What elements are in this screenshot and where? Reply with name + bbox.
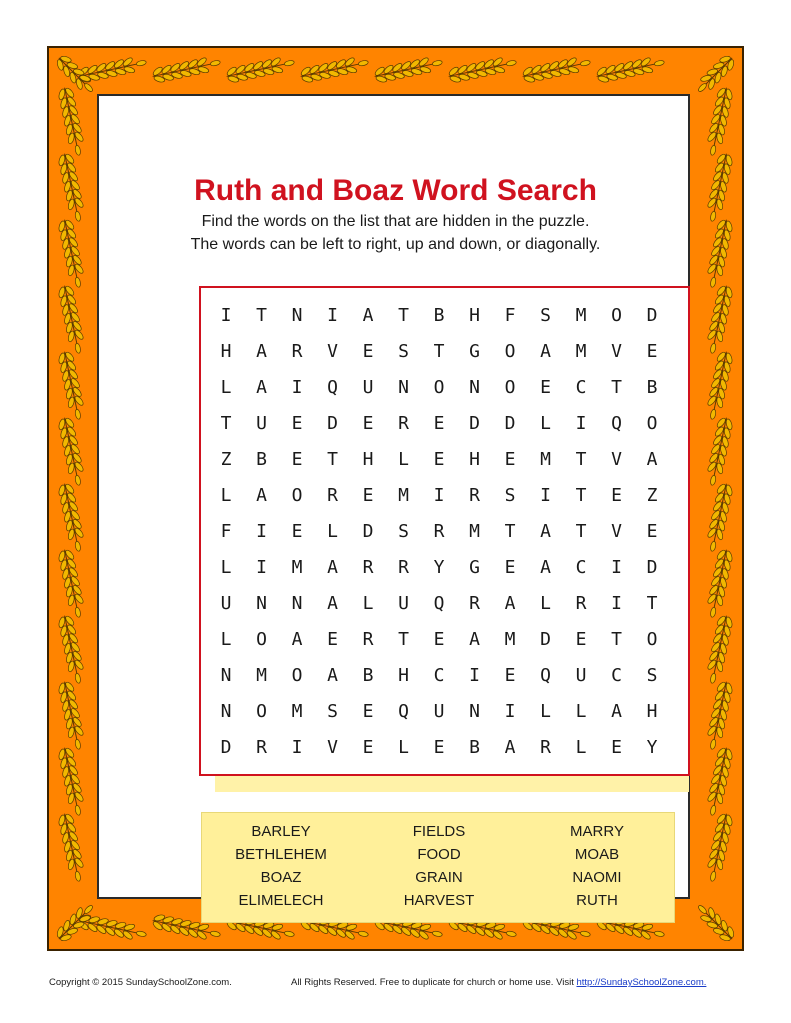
grid-letter: F — [220, 521, 232, 542]
grid-letter: Y — [433, 557, 445, 578]
grid-letter: I — [611, 593, 622, 614]
grid-letter: Q — [327, 377, 338, 398]
grid-letter: A — [256, 485, 267, 506]
grid-letter: I — [256, 521, 267, 542]
grid-letter: O — [256, 701, 267, 722]
grid-letter: O — [256, 629, 267, 650]
grid-letter: L — [327, 521, 338, 542]
grid-letter: V — [611, 341, 622, 362]
grid-row — [201, 373, 688, 403]
grid-letter: A — [256, 341, 267, 362]
grid-letter: N — [291, 593, 303, 614]
word-bank-item: FOOD — [417, 846, 461, 863]
word-bank-column-2 — [360, 820, 518, 912]
grid-letter: E — [327, 629, 338, 650]
grid-letter: R — [540, 737, 551, 758]
grid-letter: A — [504, 737, 516, 758]
grid-letter: E — [362, 413, 374, 434]
grid-letter: E — [362, 701, 374, 722]
grid-letter: O — [291, 665, 303, 686]
footer-rights-text: All Rights Reserved. Free to duplicate for church or home use. Visit — [291, 977, 577, 988]
grid-letter: M — [291, 701, 303, 722]
grid-letter: V — [611, 449, 622, 470]
grid-letter: I — [256, 557, 267, 578]
grid-row — [201, 625, 688, 655]
grid-letter: B — [469, 737, 480, 758]
grid-letter: U — [362, 377, 374, 398]
grid-letter: U — [256, 413, 267, 434]
grid-letter: U — [398, 593, 409, 614]
grid-letter: T — [575, 485, 587, 506]
grid-letter: T — [575, 449, 587, 470]
grid-letter: E — [433, 629, 445, 650]
grid-letter: E — [504, 557, 516, 578]
grid-letter: R — [256, 737, 267, 758]
grid-letter: A — [540, 521, 551, 542]
grid-letter: I — [433, 485, 445, 506]
grid-letter: L — [220, 485, 232, 506]
word-bank — [201, 812, 675, 923]
grid-letter: Q — [540, 665, 551, 686]
grid-letter: A — [540, 341, 551, 362]
grid-letter: H — [220, 341, 232, 362]
grid-letter: E — [611, 485, 622, 506]
grid-letter: D — [220, 737, 232, 758]
grid-row — [201, 517, 688, 547]
grid-letter: O — [504, 341, 516, 362]
grid-letter: E — [646, 521, 658, 542]
grid-letter: D — [540, 629, 551, 650]
grid-letter: T — [611, 629, 622, 650]
grid-letter: N — [256, 593, 267, 614]
grid-row — [201, 589, 688, 619]
grid-letter: E — [362, 737, 374, 758]
grid-letter: E — [575, 629, 587, 650]
word-bank-column-1 — [202, 820, 360, 912]
grid-letter: L — [362, 593, 374, 614]
grid-letter: R — [469, 593, 480, 614]
grid-letter: Y — [646, 737, 658, 758]
grid-letter: Q — [433, 593, 445, 614]
wheat-border-frame — [47, 46, 744, 951]
grid-letter: L — [575, 701, 587, 722]
grid-letter: E — [433, 413, 445, 434]
grid-letter: H — [469, 449, 480, 470]
grid-letter: A — [362, 305, 374, 326]
grid-letter: T — [220, 413, 232, 434]
grid-letter: V — [611, 521, 622, 542]
grid-letter: R — [575, 593, 587, 614]
grid-letter: T — [504, 521, 516, 542]
grid-letter: H — [646, 701, 658, 722]
grid-letter: T — [256, 305, 267, 326]
grid-letter: O — [291, 485, 303, 506]
grid-letter: T — [646, 593, 658, 614]
grid-letter: L — [220, 377, 232, 398]
word-bank-item: RUTH — [576, 892, 618, 909]
word-bank-item: BETHLEHEM — [235, 846, 327, 863]
grid-letter: U — [220, 593, 232, 614]
grid-letter: R — [398, 413, 409, 434]
grid-letter: N — [291, 305, 303, 326]
grid-letter: A — [646, 449, 658, 470]
grid-letter: B — [646, 377, 658, 398]
grid-letter: S — [398, 521, 409, 542]
grid-row — [201, 481, 688, 511]
grid-letter: S — [540, 305, 551, 326]
word-bank-item: BARLEY — [251, 823, 311, 840]
grid-letter: H — [469, 305, 480, 326]
grid-letter: D — [504, 413, 516, 434]
grid-row — [201, 337, 688, 367]
grid-row — [201, 733, 688, 763]
grid-letter: T — [327, 449, 338, 470]
grid-letter: E — [611, 737, 622, 758]
grid-letter: D — [646, 305, 658, 326]
grid-letter: A — [327, 665, 338, 686]
grid-letter: L — [540, 413, 551, 434]
grid-letter: F — [504, 305, 516, 326]
grid-letter: Q — [398, 701, 409, 722]
footer-link[interactable]: http://SundaySchoolZone.com. — [576, 977, 707, 988]
grid-letter: E — [433, 449, 445, 470]
grid-letter: Q — [611, 413, 622, 434]
grid-letter: R — [433, 521, 445, 542]
grid-row — [201, 301, 688, 331]
grid-letter: I — [469, 665, 480, 686]
instructions-line-1: Find the words on the list that are hidden in the puzzle. — [201, 213, 590, 230]
grid-letter: R — [398, 557, 409, 578]
grid-letter: T — [611, 377, 622, 398]
grid-letter: M — [256, 665, 267, 686]
instructions-line-2: The words can be left to right, up and down, or diagonally. — [190, 236, 601, 253]
grid-letter: L — [220, 629, 232, 650]
word-bank-item: MOAB — [574, 846, 620, 863]
grid-letter: A — [256, 377, 267, 398]
grid-letter: A — [291, 629, 303, 650]
word-bank-item: HARVEST — [403, 892, 475, 909]
grid-letter: O — [611, 305, 622, 326]
grid-letter: N — [398, 377, 409, 398]
grid-letter: E — [504, 665, 516, 686]
grid-letter: N — [220, 701, 232, 722]
grid-letter: I — [611, 557, 622, 578]
grid-letter: D — [362, 521, 374, 542]
grid-letter: B — [256, 449, 267, 470]
grid-letter: O — [504, 377, 516, 398]
grid-letter: U — [575, 665, 587, 686]
word-bank-item: ELIMELECH — [238, 892, 324, 909]
footer-copyright: Copyright © 2015 SundaySchoolZone.com. — [49, 977, 232, 988]
grid-letter: H — [362, 449, 374, 470]
grid-letter: R — [291, 341, 303, 362]
grid-letter: M — [504, 629, 516, 650]
word-bank-item: BOAZ — [260, 869, 302, 886]
grid-letter: R — [469, 485, 480, 506]
grid-letter: O — [646, 413, 658, 434]
grid-row — [201, 445, 688, 475]
grid-row — [201, 409, 688, 439]
grid-letter: R — [327, 485, 338, 506]
grid-letter: Z — [220, 449, 232, 470]
grid-letter: I — [540, 485, 551, 506]
grid-letter: E — [433, 737, 445, 758]
grid-letter: A — [611, 701, 622, 722]
grid-letter: E — [291, 521, 303, 542]
grid-letter: S — [327, 701, 338, 722]
grid-letter: H — [398, 665, 409, 686]
grid-row — [201, 697, 688, 727]
grid-row — [201, 661, 688, 691]
grid-letter: I — [291, 377, 303, 398]
grid-row — [201, 553, 688, 583]
grid-letter: L — [398, 737, 409, 758]
grid-letter: O — [646, 629, 658, 650]
word-bank-item: MARRY — [570, 823, 624, 840]
grid-letter: I — [291, 737, 303, 758]
grid-letter: A — [469, 629, 480, 650]
word-bank-item: GRAIN — [415, 869, 463, 886]
grid-letter: R — [362, 557, 374, 578]
grid-letter: D — [327, 413, 338, 434]
grid-letter: L — [540, 593, 551, 614]
grid-letter: T — [433, 341, 445, 362]
grid-letter: I — [575, 413, 587, 434]
grid-letter: T — [398, 629, 409, 650]
grid-letter: M — [398, 485, 409, 506]
grid-letter: T — [398, 305, 409, 326]
grid-letter: I — [504, 701, 516, 722]
grid-letter: D — [469, 413, 480, 434]
grid-letter: E — [540, 377, 551, 398]
grid-letter: A — [504, 593, 516, 614]
grid-letter: N — [469, 701, 480, 722]
grid-letter: V — [327, 341, 338, 362]
grid-letter: N — [469, 377, 480, 398]
page-title: Ruth and Boaz Word Search — [194, 174, 597, 207]
grid-letter: I — [327, 305, 338, 326]
grid-letter: L — [220, 557, 232, 578]
grid-letter: T — [575, 521, 587, 542]
grid-letter: M — [469, 521, 480, 542]
grid-letter: A — [327, 593, 338, 614]
grid-letter: V — [327, 737, 338, 758]
word-bank-item: NAOMI — [572, 869, 622, 886]
grid-letter: M — [575, 305, 587, 326]
grid-letter: A — [540, 557, 551, 578]
grid-letter: C — [611, 665, 622, 686]
grid-letter: M — [575, 341, 587, 362]
grid-letter: E — [646, 341, 658, 362]
grid-letter: L — [398, 449, 409, 470]
grid-letter: L — [575, 737, 587, 758]
grid-letter: M — [291, 557, 303, 578]
grid-letter: S — [504, 485, 516, 506]
grid-letter: E — [362, 341, 374, 362]
grid-letter: E — [291, 449, 303, 470]
grid-letter: L — [540, 701, 551, 722]
word-bank-column-3 — [518, 820, 676, 912]
grid-letter: E — [362, 485, 374, 506]
grid-letter: A — [327, 557, 338, 578]
grid-letter: R — [362, 629, 374, 650]
grid-letter: I — [220, 305, 232, 326]
grid-letter: C — [575, 557, 587, 578]
grid-letter: G — [469, 341, 480, 362]
grid-letter: E — [291, 413, 303, 434]
grid-letter: D — [646, 557, 658, 578]
grid-letter: Z — [646, 485, 658, 506]
grid-letter: C — [433, 665, 445, 686]
grid-letter: O — [433, 377, 445, 398]
grid-letter: G — [469, 557, 480, 578]
word-search-grid — [199, 286, 690, 776]
grid-letter: E — [504, 449, 516, 470]
grid-letter: S — [646, 665, 658, 686]
worksheet-content — [97, 94, 690, 909]
grid-letter: M — [540, 449, 551, 470]
grid-letter: N — [220, 665, 232, 686]
footer-rights — [291, 977, 706, 988]
word-bank-item: FIELDS — [412, 823, 466, 840]
grid-letter: U — [433, 701, 445, 722]
grid-letter: B — [362, 665, 374, 686]
grid-letter: S — [398, 341, 409, 362]
grid-letter: C — [575, 377, 587, 398]
grid-letter: B — [433, 305, 445, 326]
